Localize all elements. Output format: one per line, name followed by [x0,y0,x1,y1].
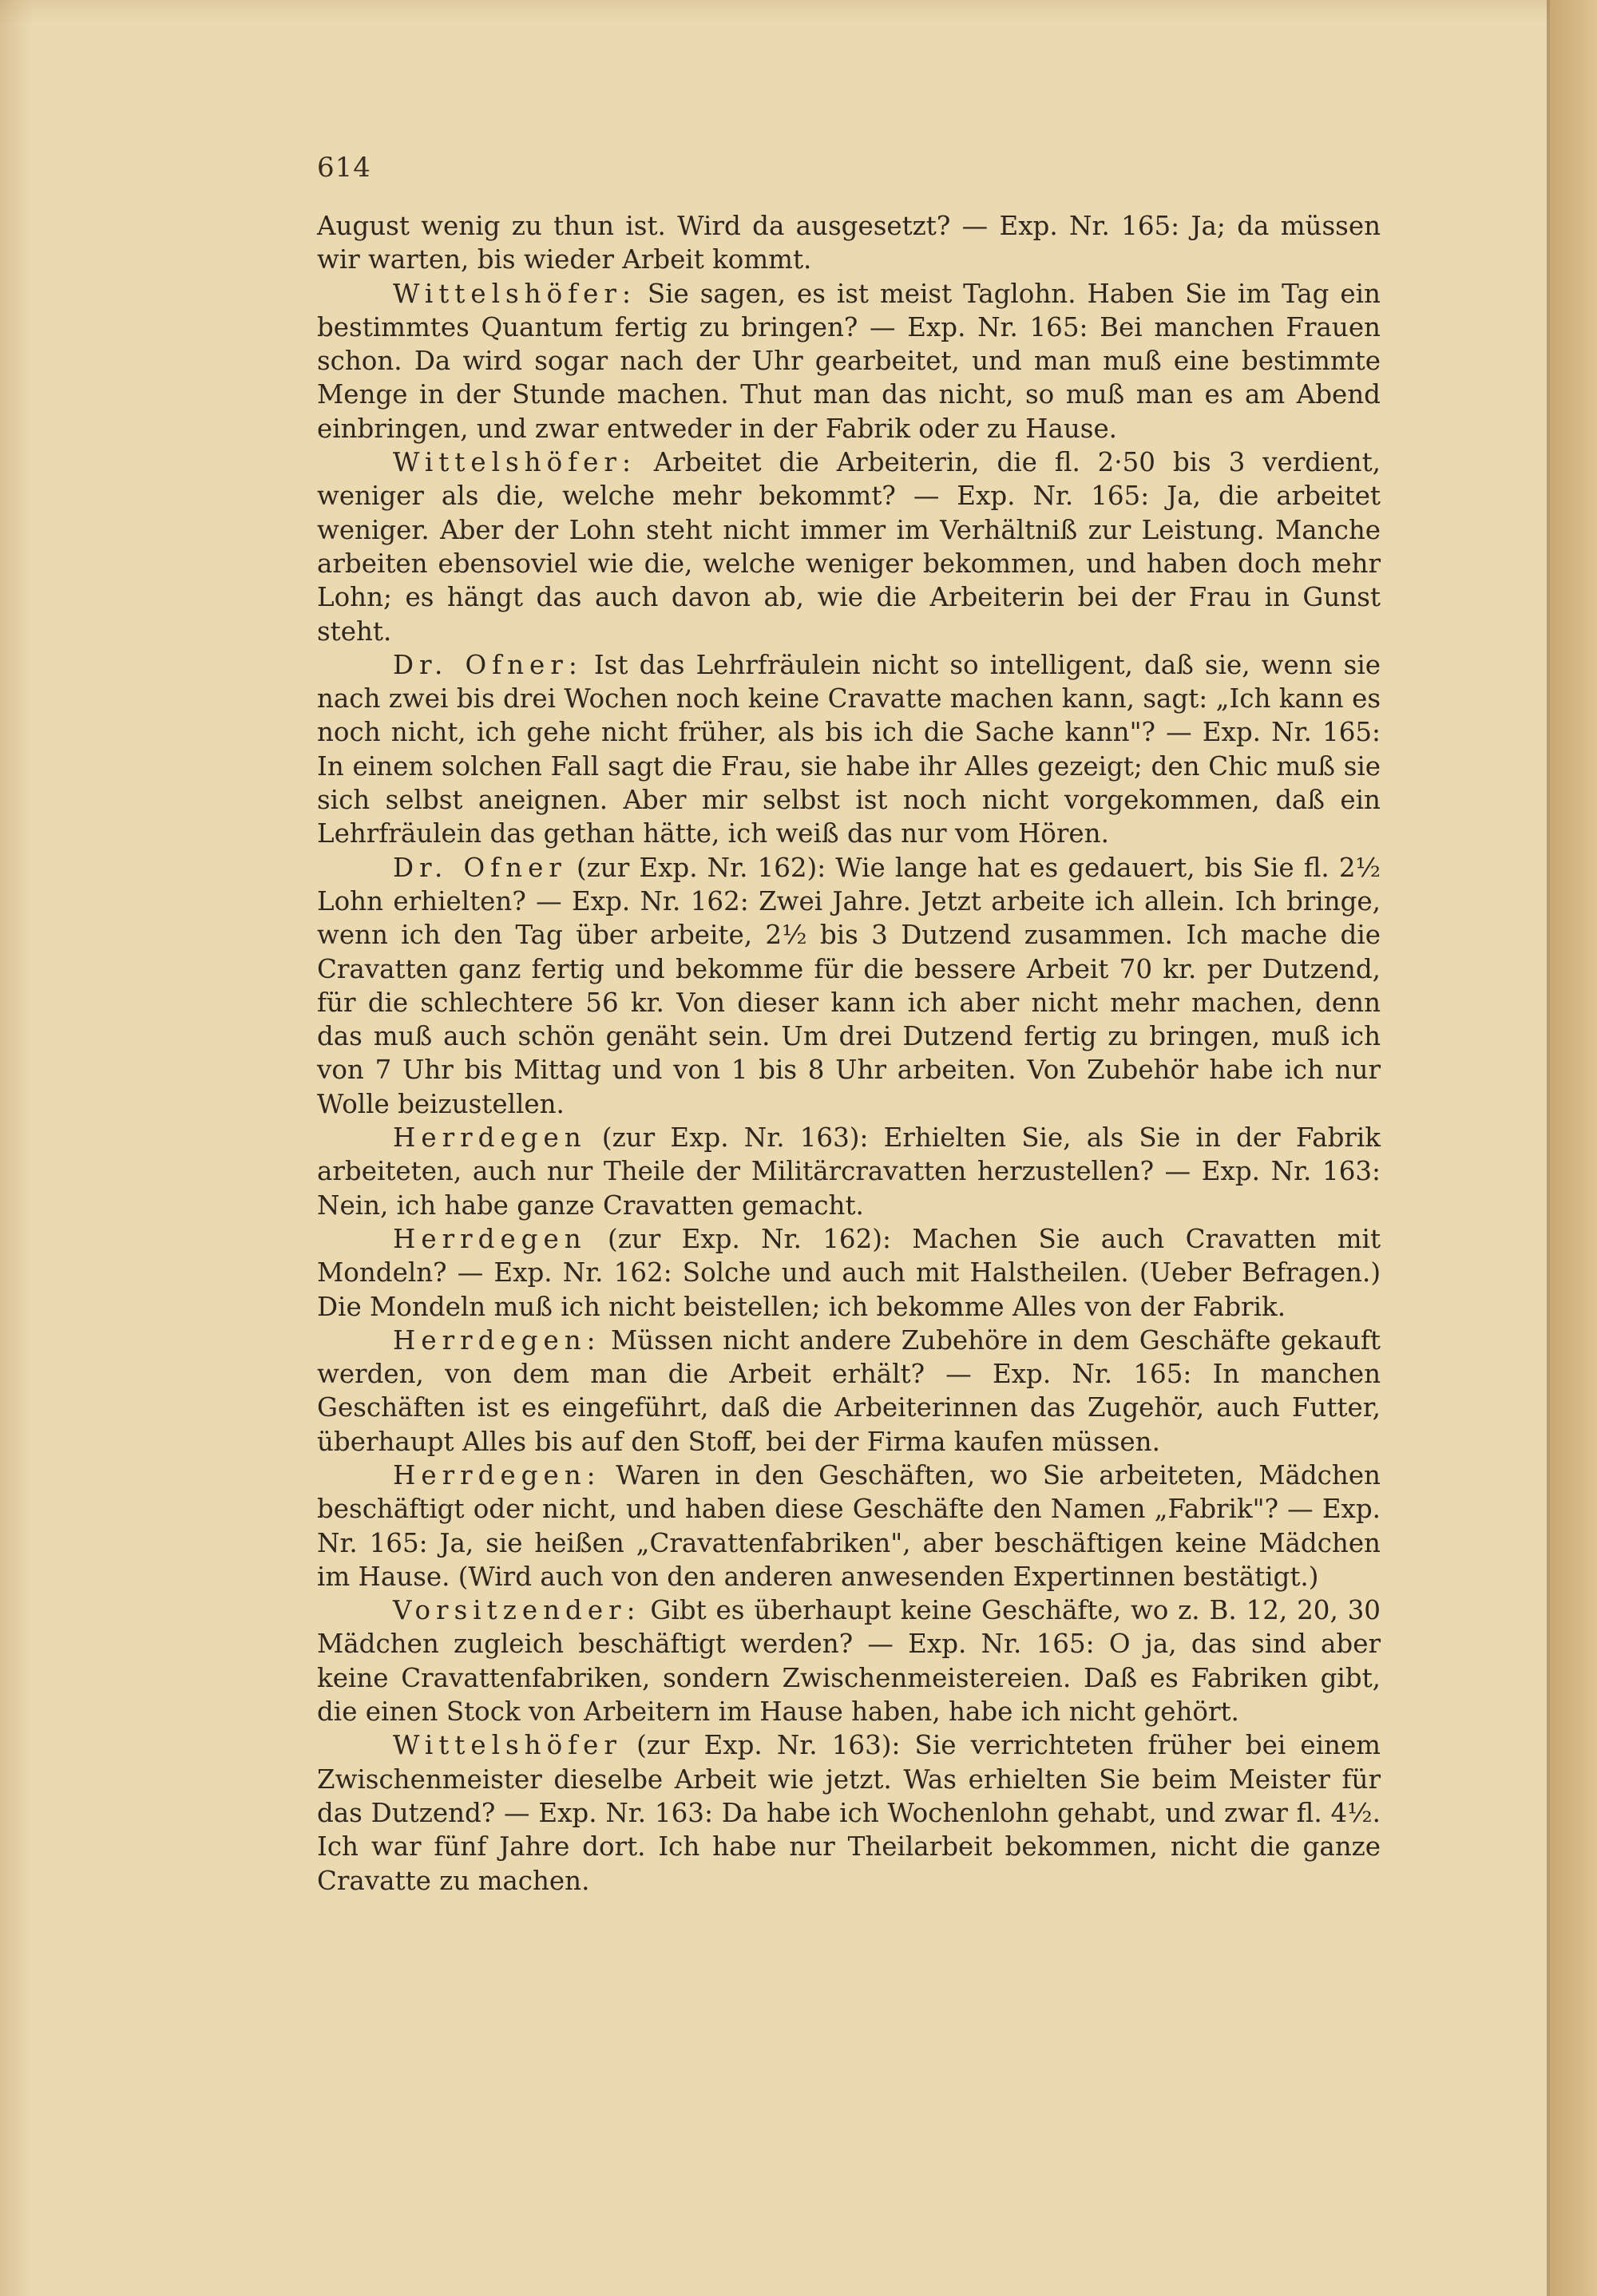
paragraph-text: (zur Exp. Nr. 162): Machen Sie auch Cravatten mit Mondeln? — Exp. Nr. 162: Solche und auch mit Halstheilen. (Ueber Befragen.) Die Mondeln muß ich nicht beistellen; ich bekomme Alles von der Fabrik. [317,1223,1381,1322]
paragraph-text: Müssen nicht andere Zubehöre in dem Geschäfte gekauft werden, von dem man die Arbeit erhält? — Exp. Nr. 165: In manchen Geschäften ist es eingeführt, daß die Arbeiterinnen das Zugehör, auch Futter, überhaupt Alles bis auf den Stoff, bei der Firma kaufen müssen. [317,1324,1381,1457]
paragraph [317,445,1381,648]
speaker-name: Herrdegen: [393,1324,601,1356]
paragraph [317,1222,1381,1324]
speaker-name: Wittelshöfer: [393,278,636,309]
speaker-name: Herrdegen [393,1223,587,1254]
paragraph-text: (zur Exp. Nr. 162): Wie lange hat es gedauert, bis Sie fl. 2½ Lohn erhielten? — Exp. Nr. 162: Zwei Jahre. Jetzt arbeite ich allein. Ich bringe, wenn ich den Tag über arbeite, 2½ bis 3 Dutzend zusammen. Ich mache die Cravatten ganz fertig und bekomme für die bessere Arbeit 70 kr. per Dutzend, für die schlechtere 56 kr. Von dieser kann ich aber nicht mehr machen, denn das muß auch schön genäht sein. Um drei Dutzend fertig zu bringen, muß ich von 7 Uhr bis Mittag und von 1 bis 8 Uhr arbeiten. Von Zubehör habe ich nur Wolle beizustellen. [317,852,1381,1119]
paragraph [317,209,1381,277]
body-text [317,209,1381,1898]
speaker-name: Herrdegen: [393,1459,601,1490]
page-number: 614 [317,152,371,184]
speaker-name: Herrdegen [393,1122,587,1154]
paragraph-text: Waren in den Geschäften, wo Sie arbeiteten, Mädchen beschäftigt oder nicht, und haben diese Geschäfte den Namen „Fabrik"? — Exp. Nr. 165: Ja, sie heißen „Cravattenfabriken", aber beschäftigen keine Mädchen im Hause. (Wird auch von den anderen anwesenden Expertinnen bestätigt.) [317,1459,1381,1592]
paragraph [317,648,1381,851]
paragraph [317,1121,1381,1222]
paragraph [317,1459,1381,1593]
paragraph-text: (zur Exp. Nr. 163): Erhielten Sie, als Sie in der Fabrik arbeiteten, auch nur Theile der Militärcravatten herzustellen? — Exp. Nr. 163: Nein, ich habe ganze Cravatten gemacht. [317,1122,1381,1221]
paragraph [317,1324,1381,1459]
paragraph-text: Ist das Lehrfräulein nicht so intelligent, daß sie, wenn sie nach zwei bis drei Wochen noch keine Cravatte machen kann, sagt: „Ich kann es noch nicht, ich gehe nicht früher, als bis ich die Sache kann"? — Exp. Nr. 165: In einem solchen Fall sagt die Frau, sie habe ihr Alles gezeigt; den Chic muß sie sich selbst aneignen. Aber mir selbst ist noch nicht vorgekommen, daß ein Lehrfräulein das gethan hätte, ich weiß das nur vom Hören. [317,649,1381,849]
speaker-name: Dr. Ofner [393,852,567,883]
speaker-name: Dr. Ofner: [393,649,583,680]
paragraph [317,1728,1381,1897]
paragraph-text: Gibt es überhaupt keine Geschäfte, wo z. B. 12, 20, 30 Mädchen zugleich beschäftigt werden? — Exp. Nr. 165: O ja, das sind aber keine Cravattenfabriken, sondern Zwischenmeistereien. Daß es Fabriken gibt, die einen Stock von Arbeitern im Hause haben, habe ich nicht gehört. [317,1595,1381,1728]
speaker-name: Wittelshöfer [393,1730,622,1761]
paragraph-text: August wenig zu thun ist. Wird da ausgesetzt? — Exp. Nr. 165: Ja; da müssen wir warten, bis wieder Arbeit kommt. [317,211,1381,275]
paragraph [317,277,1381,445]
speaker-name: Vorsitzender: [393,1595,641,1626]
paragraph [317,851,1381,1121]
binding-edge [1550,0,1597,2296]
speaker-name: Wittelshöfer: [393,447,636,478]
paragraph-text: Sie sagen, es ist meist Taglohn. Haben Sie im Tag ein bestimmtes Quantum fertig zu bringen? — Exp. Nr. 165: Bei manchen Frauen schon. Da wird sogar nach der Uhr gearbeitet, und man muß eine bestimmte Menge in der Stunde machen. Thut man das nicht, so muß man es am Abend einbringen, und zwar entweder in der Fabrik oder zu Hause. [317,278,1381,444]
paragraph-text: Arbeitet die Arbeiterin, die fl. 2·50 bis 3 verdient, weniger als die, welche mehr bekommt? — Exp. Nr. 165: Ja, die arbeitet weniger. Aber der Lohn steht nicht immer im Verhältniß zur Leistung. Manche arbeiten ebensoviel wie die, welche weniger bekommen, und haben doch mehr Lohn; es hängt das auch davon ab, wie die Arbeiterin bei der Frau in Gunst steht. [317,447,1381,647]
paragraph-text: (zur Exp. Nr. 163): Sie verrichteten früher bei einem Zwischenmeister dieselbe Arbeit wie jetzt. Was erhielten Sie beim Meister für das Dutzend? — Exp. Nr. 163: Da habe ich Wochenlohn gehabt, und zwar fl. 4½. Ich war fünf Jahre dort. Ich habe nur Theilarbeit bekommen, nicht die ganze Cravatte zu machen. [317,1730,1381,1896]
paragraph [317,1593,1381,1728]
